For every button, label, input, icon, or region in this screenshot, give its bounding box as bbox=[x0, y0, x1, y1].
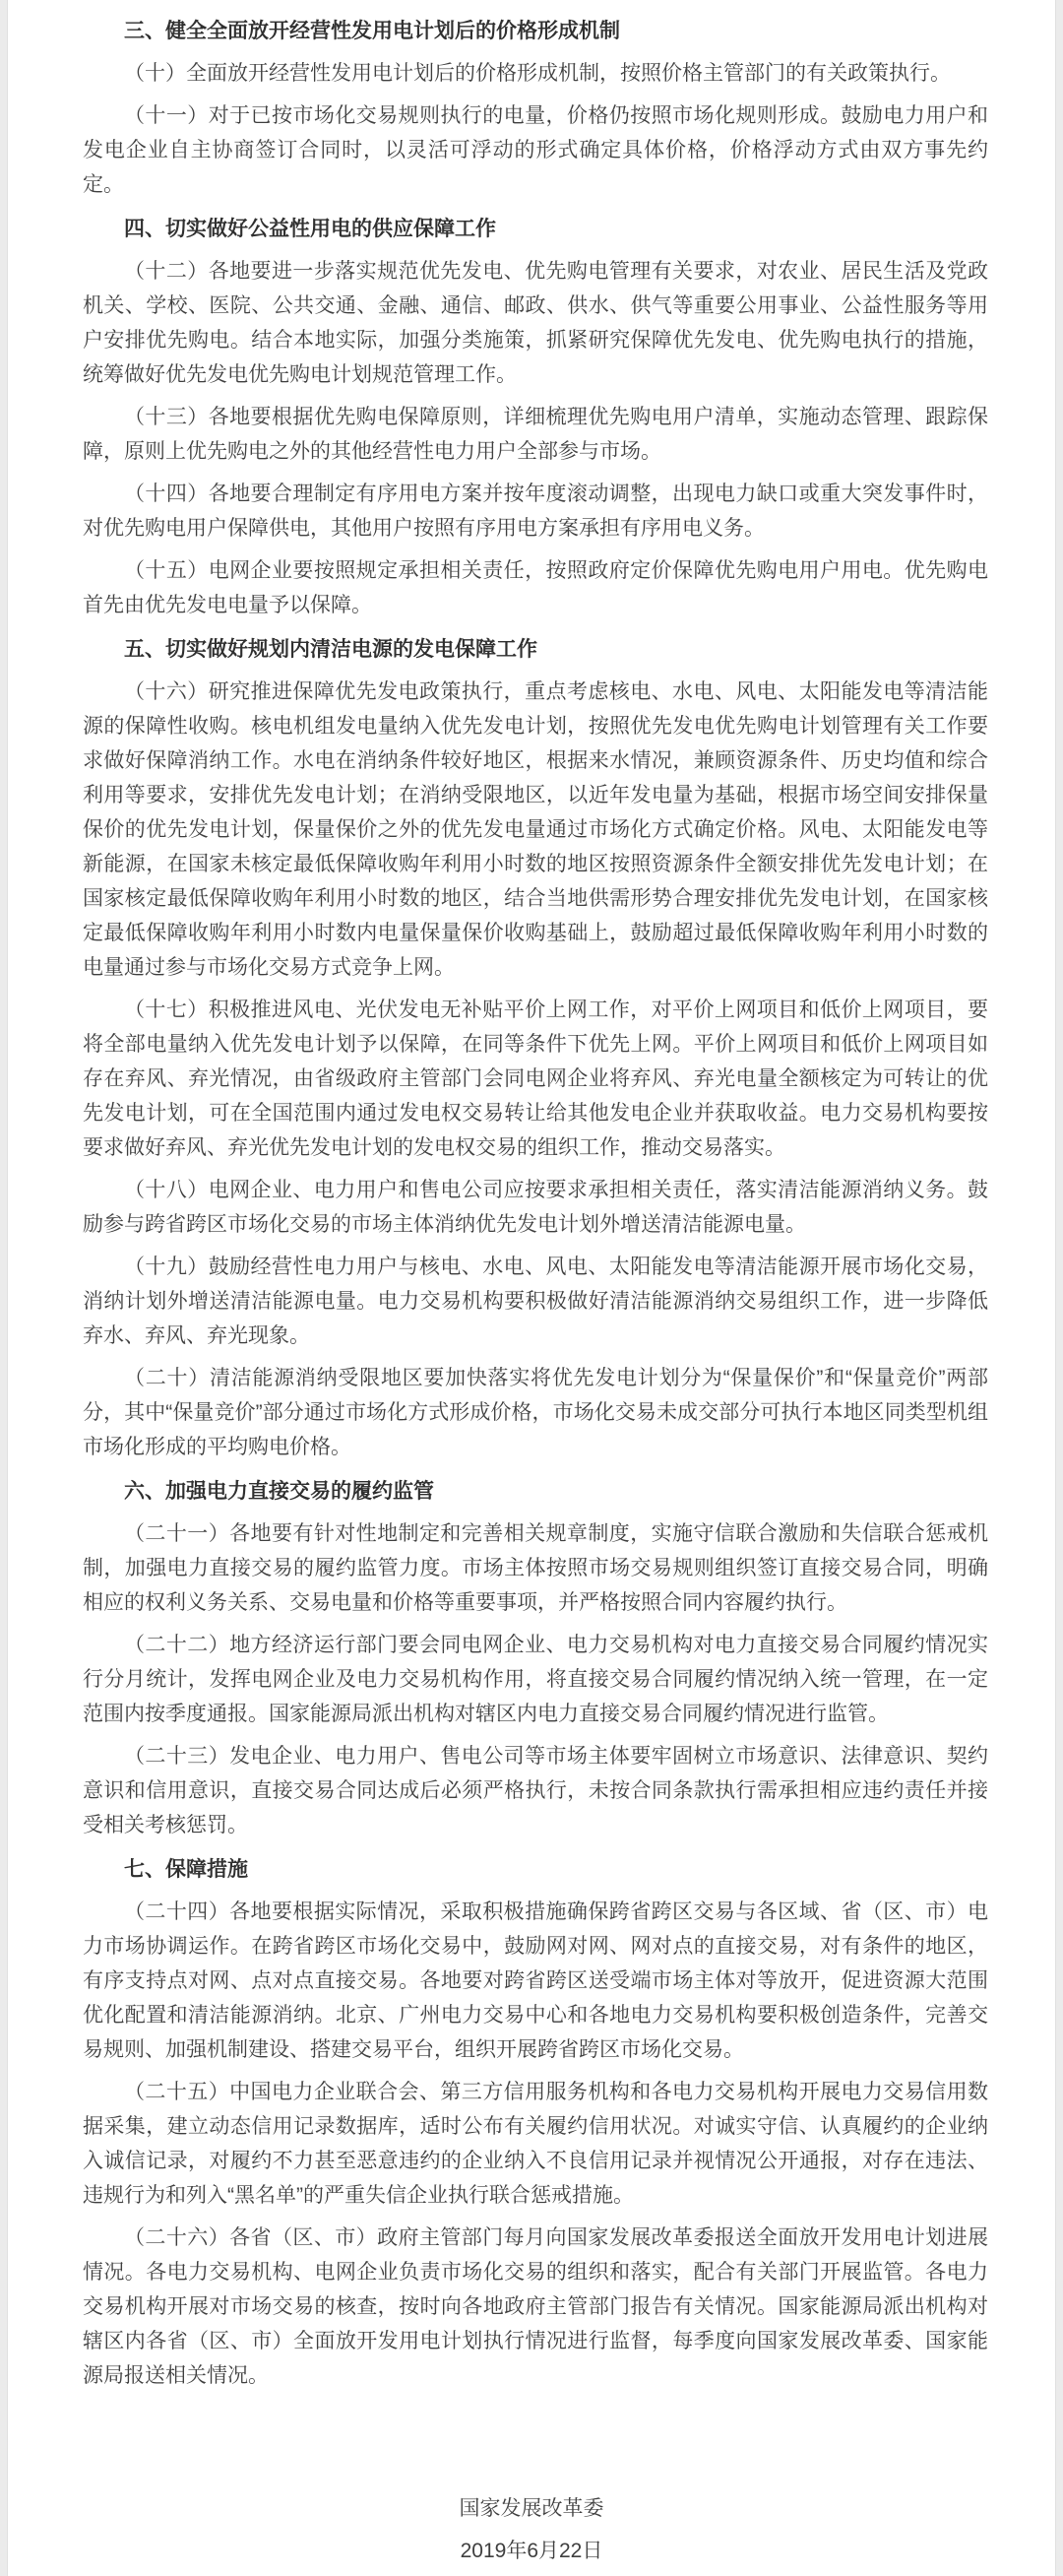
paragraph: （十一）对于已按市场化交易规则执行的电量，价格仍按照市场化规则形成。鼓励电力用户和发电企业自主协商签订合同时，以灵活可浮动的形式确定具体价格，价格浮动方式由双方事先约定。 bbox=[83, 104, 988, 196]
paragraph: （十五）电网企业要按照规定承担相关责任，按照政府定价保障优先购电用户用电。优先购电首先由优先发电电量予以保障。 bbox=[83, 559, 988, 616]
signature: 国家发展改革委 bbox=[459, 2497, 604, 2520]
paragraph: （十七）积极推进风电、光伏发电无补贴平价上网工作，对平价上网项目和低价上网项目，要将全部电量纳入优先发电计划予以保障，在同等条件下优先上网。平价上网项目和低价上网项目如存在弃风、弃光情况，由省级政府主管部门会同电网企业将弃风、弃光电量全额核定为可转让的优先发电计划，可在全国范围内通过发电权交易转让给其他发电企业并获取收益。电力交易机构要按要求做好弃风、弃光优先发电计划的发电权交易的组织工作，推动交易落实。 bbox=[83, 998, 988, 1159]
section-heading: 四、切实做好公益性用电的供应保障工作 bbox=[124, 218, 496, 240]
paragraph: （二十一）各地要有针对性地制定和完善相关规章制度，实施守信联合激励和失信联合惩戒机制，加强电力直接交易的履约监管力度。市场主体按照市场交易规则组织签订直接交易合同，明确相应的权利义务关系、交易电量和价格等重要事项，并严格按照合同内容履约执行。 bbox=[83, 1522, 988, 1614]
paragraph: （十四）各地要合理制定有序用电方案并按年度滚动调整，出现电力缺口或重大突发事件时，对优先购电用户保障供电，其他用户按照有序用电方案承担有序用电义务。 bbox=[83, 483, 988, 540]
paragraph: （二十五）中国电力企业联合会、第三方信用服务机构和各电力交易机构开展电力交易信用数据采集，建立动态信用记录数据库，适时公布有关履约信用状况。对诚实守信、认真履约的企业纳入诚信记录，对履约不力甚至恶意违约的企业纳入不良信用记录并视情况公开通报，对存在违法、违规行为和列入“黑名单”的严重失信企业执行联合惩戒措施。 bbox=[83, 2081, 988, 2207]
paragraph: （二十六）各省（区、市）政府主管部门每月向国家发展改革委报送全面放开发用电计划进展情况。各电力交易机构、电网企业负责市场化交易的组织和落实，配合有关部门开展监管。各电力交易机构开展对市场交易的核查，按时向各地政府主管部门报告有关情况。国家能源局派出机构对辖区内各省（区、市）全面放开发用电计划执行情况进行监督，每季度向国家发展改革委、国家能源局报送相关情况。 bbox=[83, 2226, 988, 2387]
paragraph: （二十）清洁能源消纳受限地区要加快落实将优先发电计划分为“保量保价”和“保量竞价”两部分，其中“保量竞价”部分通过市场化方式形成价格，市场化交易未成交部分可执行本地区同类型机组市场化形成的平均购电价格。 bbox=[83, 1367, 988, 1458]
paragraph: （十二）各地要进一步落实规范优先发电、优先购电管理有关要求，对农业、居民生活及党政机关、学校、医院、公共交通、金融、通信、邮政、供水、供气等重要公用事业、公益性服务等用户安排优先购电。结合本地实际，加强分类施策，抓紧研究保障优先发电、优先购电执行的措施，统筹做好优先发电优先购电计划规范管理工作。 bbox=[83, 260, 988, 386]
date: 2019年6月22日 bbox=[460, 2540, 603, 2562]
paragraph: （二十四）各地要根据实际情况，采取积极措施确保跨省跨区交易与各区域、省（区、市）电力市场协调运作。在跨省跨区市场化交易中，鼓励网对网、网对点的直接交易，对有条件的地区，有序支持点对网、点对点直接交易。各地要对跨省跨区送受端市场主体对等放开，促进资源大范围优化配置和清洁能源消纳。北京、广州电力交易中心和各地电力交易机构要积极创造条件，完善交易规则、加强机制建设、搭建交易平台，组织开展跨省跨区市场化交易。 bbox=[83, 1900, 988, 2061]
section-heading: 三、健全全面放开经营性发用电计划后的价格形成机制 bbox=[124, 20, 620, 42]
paragraph: （十三）各地要根据优先购电保障原则，详细梳理优先购电用户清单，实施动态管理、跟踪保障，原则上优先购电之外的其他经营性电力用户全部参与市场。 bbox=[83, 406, 988, 463]
section-heading: 七、保障措施 bbox=[124, 1858, 248, 1881]
section-heading: 五、切实做好规划内清洁电源的发电保障工作 bbox=[124, 638, 537, 661]
signature-block bbox=[0, 2491, 1063, 2568]
paragraph: （二十三）发电企业、电力用户、售电公司等市场主体要牢固树立市场意识、法律意识、契约意识和信用意识，直接交易合同达成后必须严格执行，未按合同条款执行需承担相应违约责任并接受相关考核惩罚。 bbox=[83, 1745, 988, 1836]
paragraph: （十六）研究推进保障优先发电政策执行，重点考虑核电、水电、风电、太阳能发电等清洁能源的保障性收购。核电机组发电量纳入优先发电计划，按照优先发电优先购电计划管理有关工作要求做好保障消纳工作。水电在消纳条件较好地区，根据来水情况，兼顾资源条件、历史均值和综合利用等要求，安排优先发电计划；在消纳受限地区，以近年发电量为基础，根据市场空间安排保量保价的优先发电计划，保量保价之外的优先发电量通过市场化方式确定价格。风电、太阳能发电等新能源，在国家未核定最低保障收购年利用小时数的地区按照资源条件全额安排优先发电计划；在国家核定最低保障收购年利用小时数的地区，结合当地供需形势合理安排优先发电计划，在国家核定最低保障收购年利用小时数内电量保量保价收购基础上，鼓励超过最低保障收购年利用小时数的电量通过参与市场化交易方式竞争上网。 bbox=[83, 680, 988, 979]
section-heading: 六、加强电力直接交易的履约监管 bbox=[124, 1480, 434, 1503]
paragraph: （十九）鼓励经营性电力用户与核电、水电、风电、太阳能发电等清洁能源开展市场化交易，消纳计划外增送清洁能源电量。电力交易机构要积极做好清洁能源消纳交易组织工作，进一步降低弃水、弃风、弃光现象。 bbox=[83, 1256, 988, 1347]
paragraph: （十）全面放开经营性发用电计划后的价格形成机制，按照价格主管部门的有关政策执行。 bbox=[124, 62, 951, 85]
paragraph: （十八）电网企业、电力用户和售电公司应按要求承担相关责任，落实清洁能源消纳义务。鼓励参与跨省跨区市场化交易的市场主体消纳优先发电计划外增送清洁能源电量。 bbox=[83, 1179, 988, 1236]
paragraph: （二十二）地方经济运行部门要会同电网企业、电力交易机构对电力直接交易合同履约情况实行分月统计，发挥电网企业及电力交易机构作用，将直接交易合同履约情况纳入统一管理，在一定范围内按季度通报。国家能源局派出机构对辖区内电力直接交易合同履约情况进行监管。 bbox=[83, 1634, 988, 1725]
